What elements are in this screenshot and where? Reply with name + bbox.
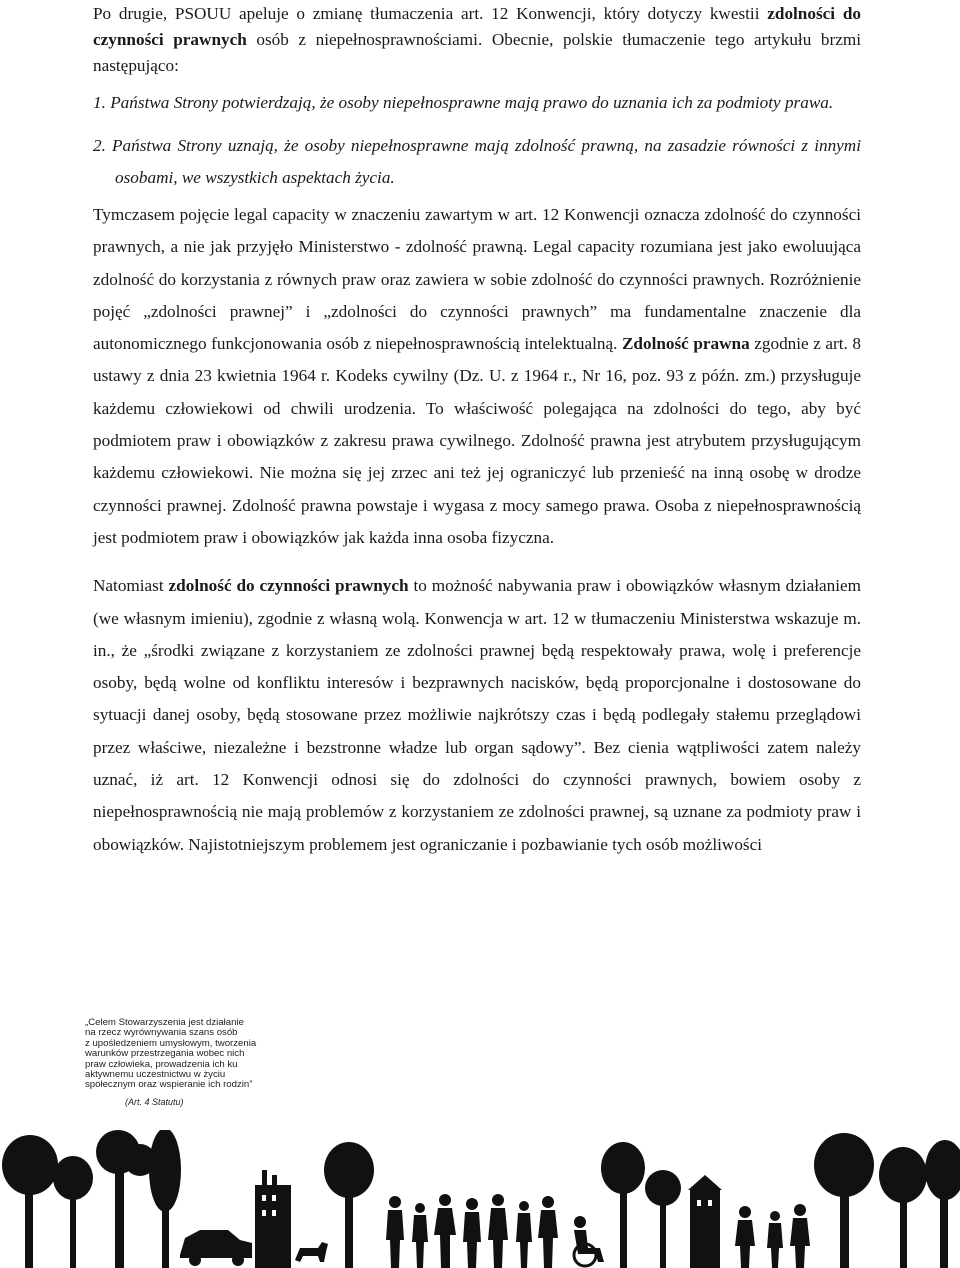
- paragraph-legal-capacity: Tymczasem pojęcie legal capacity w znaczeniu zawartym w art. 12 Konwencji oznacza zdolność do czynności prawnych, a nie jak przyjęło Ministerstwo - zdolność prawną. Legal capacity rozumiana jest jako ewoluująca zdolność do korzystania z równych praw oraz zawiera w sobie zdolność do czynności prawnych. Rozróżnienie pojęć „zdolności prawnej” i „zdolności do czynności prawnych” ma fundamentalne znaczenie dla autonomicznego funkcjonowania osób z niepełnosprawnością intelektualną. Zdolność prawna zgodnie z art. 8 ustawy z dnia 23 kwietnia 1964 r. Kodeks cywilny (Dz. U. z 1964 r., Nr 16, poz. 93 z późn. zm.) przysługuje każdemu człowiekowi od chwili urodzenia. To właściwość polegająca na zdolności do tego, aby być podmiotem praw i obowiązków z zakresu prawa cywilnego. Zdolność prawna jest atrybutem przysługującym każdemu człowiekowi. Nie można się jej zrzec ani też jej ograniczyć lub przenieść na inną osobę w drodze czynności prawnej. Zdolność prawna powstaje i wygasa z mocy samego prawa. Osoba z niepełnosprawnością jest podmiotem praw i obowiązków jak każda inna osoba fizyczna.: [93, 205, 861, 547]
- quote-line: „Celem Stowarzyszenia jest działanie: [85, 1017, 244, 1028]
- bold-term: zdolność do czynności prawnych: [168, 576, 409, 596]
- document-body: [93, 0, 861, 861]
- list-item: 1. Państwa Strony potwierdzają, że osoby niepełnosprawne mają prawo do uznania ich za podmioty prawa.: [93, 93, 834, 112]
- quote-line: warunków przestrzegania wobec nich: [85, 1048, 245, 1060]
- bold-term: zdolności do czynności prawnych: [93, 4, 861, 49]
- quote-line: z upośledzeniem umysłowym, tworzenia: [85, 1037, 257, 1049]
- quote-line: społecznym oraz wspieranie ich rodzin”: [85, 1079, 253, 1091]
- quote-line: na rzecz wyrównywania szans osób: [85, 1027, 238, 1039]
- paragraph-intro: Po drugie, PSOUU apeluje o zmianę tłumaczenia art. 12 Konwencji, który dotyczy kwestii zdolności do czynności prawnych osób z niepełnosprawnościami. Obecnie, polskie tłumaczenie tego artykułu brzmi następująco:: [93, 4, 861, 75]
- quote-line: praw człowieka, prowadzenia ich ku: [85, 1058, 238, 1070]
- footer-silhouette-illustration: [0, 1130, 960, 1268]
- paragraph-capacity-for-acts: Natomiast zdolność do czynności prawnych to możność nabywania praw i obowiązków własnym działaniem (we własnym imieniu), zgodnie z własną wolą. Konwencja w art. 12 w tłumaczeniu Ministerstwa wskazuje m. in., że „środki związane z korzystaniem ze zdolności prawnej będą respektowały prawa, wolę i preferencje osoby, będą wolne od konfliktu interesów i bezprawnych nacisków, będą proporcjonalne i dostosowane do sytuacji danej osoby, będą stosowane przez możliwie najkrótszy czas i będą podlegały stałemu przeglądowi przez właściwe, niezależne i bezstronne władze lub organ sądowy”. Bez cienia wątpliwości zatem należy uznać, iż art. 12 Konwencji odnosi się do zdolności do czynności prawnych, bowiem osoby z niepełnosprawnością nie mają problemów z korzystaniem ze zdolności prawnej, są uznane za podmioty praw i obowiązków. Najistotniejszym problemem jest ograniczanie i pozbawianie tych osób możliwości: [93, 576, 861, 854]
- quote-source: (Art. 4 Statutu): [125, 1096, 184, 1107]
- list-item: 2. Państwa Strony uznają, że osoby niepełnosprawne mają zdolność prawną, na zasadzie równości z innymi osobami, we wszystkich aspektach życia.: [93, 136, 861, 187]
- footer-statute-quote: [85, 1018, 285, 1107]
- bold-term: Zdolność prawna: [621, 334, 750, 354]
- quote-line: aktywnemu uczestnictwu w życiu: [85, 1069, 226, 1081]
- quoted-article-list: [93, 87, 861, 194]
